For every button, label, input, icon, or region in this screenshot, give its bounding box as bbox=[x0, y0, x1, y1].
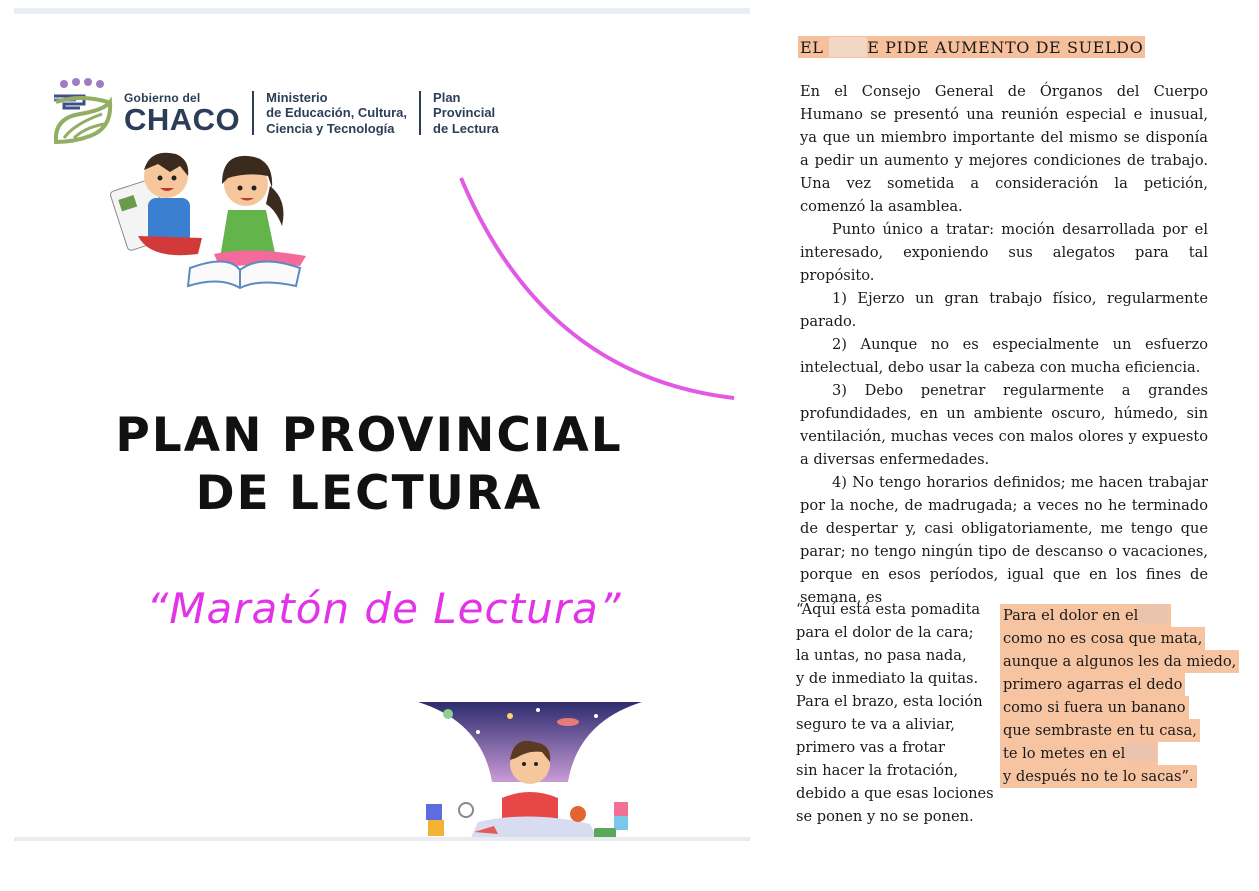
story-paragraph: 3) Debo penetrar regularmente a grandes profundidades, en un ambiente oscuro, húmedo, sin ventilación, muchas veces con malos olores y expuesto a diversas enfermedades. bbox=[800, 382, 1208, 468]
government-logo-text bbox=[124, 91, 240, 135]
plan-logo-text: Plan Provincial de Lectura bbox=[433, 89, 499, 136]
poem-line: Para el brazo, esta loción bbox=[796, 693, 983, 710]
poem-line: primero agarras el dedo bbox=[1000, 673, 1185, 696]
poem-line: “Aquí está esta pomadita bbox=[796, 601, 981, 618]
poem-line: Para el dolor en el bbox=[1000, 604, 1171, 627]
poem-line: primero vas a frotar bbox=[796, 739, 945, 756]
header-logos bbox=[50, 80, 499, 146]
poem-right-highlighted bbox=[1000, 604, 1239, 788]
poem-line: como si fuera un banano bbox=[1000, 696, 1189, 719]
cover-page bbox=[14, 8, 750, 841]
redacted-block bbox=[829, 37, 867, 57]
poem-line: y de inmediato la quitas. bbox=[796, 670, 979, 687]
story-paragraph: Punto único a tratar: moción desarrollada por el interesado, exponiendo sus alegatos para tal propósito. bbox=[800, 221, 1208, 284]
gov-top-text: Gobierno del bbox=[124, 91, 201, 105]
ministry-text: Ministerio de Educación, Cultura, Ciencia y Tecnología bbox=[266, 89, 408, 136]
logo-divider bbox=[252, 91, 254, 135]
chaco-logo-icon bbox=[50, 80, 116, 146]
child-reading-space-illustration bbox=[418, 702, 642, 841]
story-paragraph: En el Consejo General de Órganos del Cuerpo Humano se presentó una reunión especial e inusual, ya que un miembro importante del mismo se disponía a pedir un aumento y mejores condiciones de trabajo. Una vez sometida a consideración la petición, comenzó la asamblea. bbox=[800, 83, 1208, 215]
story-body bbox=[800, 80, 1208, 609]
gov-main-text: CHACO bbox=[124, 102, 241, 137]
cover-subtitle: “Maratón de Lectura” bbox=[146, 584, 622, 633]
poem-line: se ponen y no se ponen. bbox=[796, 808, 974, 825]
kids-reading-illustration bbox=[110, 150, 310, 300]
redacted-block bbox=[1138, 605, 1168, 623]
poem-line: seguro te va a aliviar, bbox=[796, 716, 955, 733]
story-paragraph: 4) No tengo horarios definidos; me hacen trabajar por la noche, de madrugada; a veces no he terminado de despertar y, casi obligatoriamente, me tengo que parar; no tengo ningún tipo de descanso o vacaciones, porque en esos períodos, igual que en los fines de semana, es bbox=[800, 474, 1208, 606]
poem-line: aunque a algunos les da miedo, bbox=[1000, 650, 1239, 673]
poem-line: debido a que esas lociones bbox=[796, 785, 994, 802]
poem-line: te lo metes en el bbox=[1000, 742, 1158, 765]
poem-line: para el dolor de la cara; bbox=[796, 624, 974, 641]
story-paragraph: 2) Aunque no es especialmente un esfuerzo intelectual, debo usar la cabeza con mucha eficiencia. bbox=[800, 336, 1208, 376]
poem-line: que sembraste en tu casa, bbox=[1000, 719, 1200, 742]
decorative-arc bbox=[434, 114, 750, 414]
poem-left bbox=[796, 598, 994, 828]
story-paragraph: 1) Ejerzo un gran trabajo físico, regularmente parado. bbox=[800, 290, 1208, 330]
logo-divider bbox=[419, 91, 421, 135]
poem-line: la untas, no pasa nada, bbox=[796, 647, 967, 664]
poem-line: como no es cosa que mata, bbox=[1000, 627, 1205, 650]
cover-title: PLAN PROVINCIAL DE LECTURA bbox=[115, 408, 623, 521]
story-title: EL E PIDE AUMENTO DE SUELDO bbox=[800, 38, 1144, 57]
story-page bbox=[800, 36, 1208, 609]
redacted-block bbox=[1125, 743, 1155, 761]
poem-line: sin hacer la frotación, bbox=[796, 762, 959, 779]
poem-line: y después no te lo sacas”. bbox=[1000, 765, 1197, 788]
